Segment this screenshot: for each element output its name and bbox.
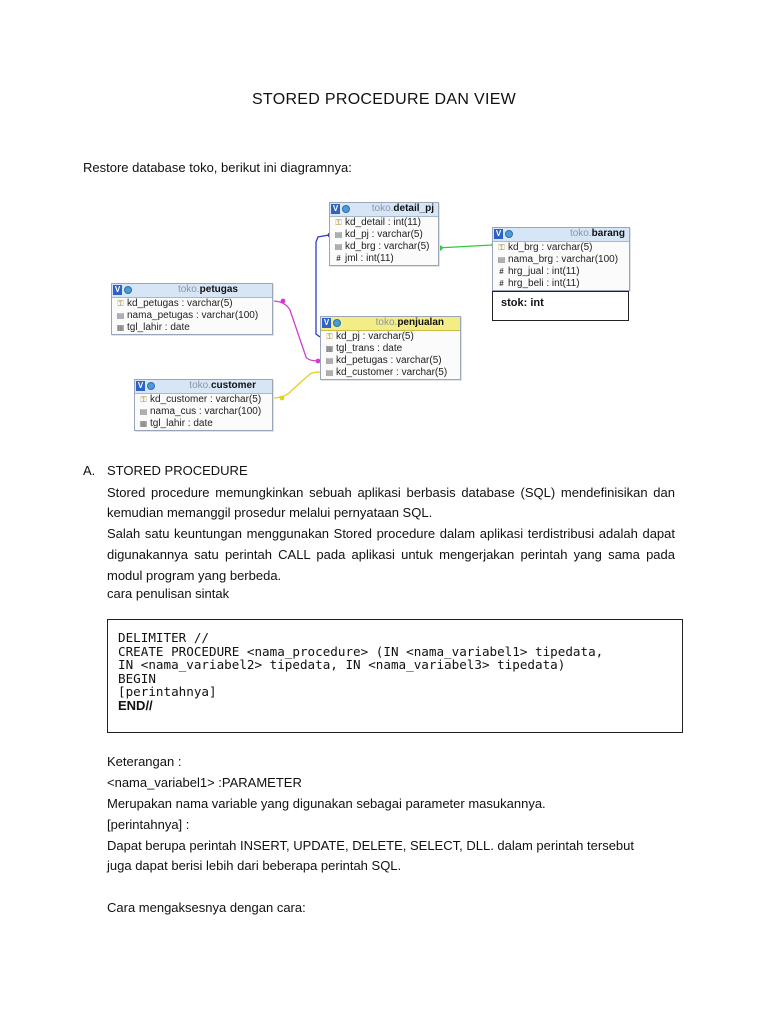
column-row: # jml : int(11) (330, 253, 438, 265)
table-petugas (111, 283, 273, 335)
table-icon: V (114, 285, 121, 294)
key-icon: ⚿ (498, 243, 505, 252)
keterangan-cmd-label: [perintahnya] : (107, 817, 190, 832)
field-icon: ▤ (325, 368, 334, 377)
relation-detail-barang (437, 245, 492, 248)
code-line: [perintahnya] (118, 684, 217, 699)
key-icon: ⚿ (326, 332, 333, 341)
column-row: ▤ kd_petugas : varchar(5) (325, 355, 442, 366)
field-icon: ▤ (497, 255, 506, 264)
stok-note-box: stok: int (492, 291, 629, 321)
db-prefix: toko. (177, 284, 200, 295)
db-prefix: toko. (371, 203, 394, 214)
table-header (330, 203, 438, 217)
table-name: detail_pj (393, 203, 434, 214)
relation-petugas-penjualan (272, 301, 320, 361)
code-line: END// (118, 697, 153, 713)
table-detail-pj (329, 202, 439, 266)
section-a-para1: Stored procedure memungkinkan sebuah aplikasi berbasis database (SQL) mendefinisikan dan kemudian memanggil prosedur melalui pernyataan SQL. (107, 485, 675, 520)
number-icon: # (499, 279, 504, 288)
table-header (112, 284, 272, 298)
table-name: penjualan (397, 317, 444, 328)
field-icon: ▤ (139, 407, 148, 416)
relation-customer-penjualan (272, 372, 320, 398)
table-customer (134, 379, 273, 431)
section-a-heading: STORED PROCEDURE (107, 463, 248, 478)
column-row: # hrg_jual : int(11) (493, 266, 629, 278)
column-row: ▤ kd_pj : varchar(5) (334, 229, 423, 240)
number-icon: # (499, 267, 504, 276)
relation-petugas-penjualan-end-a (281, 299, 286, 304)
column-row: ▤ nama_brg : varchar(100) (497, 254, 619, 265)
keterangan-heading: Keterangan : (107, 754, 182, 769)
key-icon: ⚿ (117, 299, 124, 308)
code-line: DELIMITER // (118, 630, 209, 645)
gear-icon (124, 286, 132, 294)
column-row: ⚿ kd_customer : varchar(5) (140, 394, 262, 405)
keterangan-var-label: <nama_variabel1> :PARAMETER (107, 775, 302, 790)
section-a-para3: cara penulisan sintak (107, 586, 230, 601)
gear-icon (147, 382, 155, 390)
table-name: barang (591, 228, 625, 239)
page-title: STORED PROCEDURE DAN VIEW (251, 91, 517, 108)
db-prefix: toko. (569, 228, 592, 239)
table-header (135, 380, 272, 394)
table-icon: V (137, 381, 144, 390)
column-row: ⚿ kd_petugas : varchar(5) (117, 298, 233, 309)
table-barang (492, 227, 630, 291)
column-row: ▤ nama_petugas : varchar(100) (116, 310, 259, 321)
code-line: BEGIN (118, 670, 156, 686)
column-row: ▦ tgl_trans : date (325, 343, 403, 354)
relation-customer-penjualan-end (280, 396, 285, 401)
gear-icon (333, 319, 341, 327)
calendar-icon: ▦ (325, 344, 334, 353)
column-row: ▦ tgl_lahir : date (116, 322, 190, 333)
gear-icon (505, 230, 513, 238)
intro-text: Restore database toko, berikut ini diagramnya: (83, 160, 352, 175)
syntax-code-box (107, 619, 683, 733)
column-row: ⚿ kd_brg : varchar(5) (498, 242, 593, 253)
table-icon: V (323, 318, 330, 327)
calendar-icon: ▦ (139, 419, 148, 428)
db-prefix: toko. (375, 317, 398, 328)
section-a-marker: A. (83, 463, 96, 478)
keterangan-cmd-desc1: Dapat berupa perintah INSERT, UPDATE, DELETE, SELECT, DLL. dalam perintah tersebut (107, 838, 634, 853)
table-name: petugas (199, 284, 238, 295)
table-icon: V (495, 229, 502, 238)
calendar-icon: ▦ (116, 323, 125, 332)
column-row: # hrg_beli : int(11) (493, 278, 629, 290)
field-icon: ▤ (325, 356, 334, 365)
field-icon: ▤ (116, 311, 125, 320)
field-icon: ▤ (334, 242, 343, 251)
keterangan-cmd-desc2: juga dapat berisi lebih dari beberapa perintah SQL. (107, 858, 402, 873)
column-row: ⚿ kd_detail : int(11) (335, 217, 421, 228)
column-row: ▤ kd_brg : varchar(5) (334, 241, 430, 252)
table-penjualan (320, 316, 461, 380)
table-icon: V (332, 204, 339, 213)
keterangan-var-desc: Merupakan nama variable yang digunakan sebagai parameter masukannya. (107, 796, 546, 811)
column-row: ▦ tgl_lahir : date (139, 418, 213, 429)
key-icon: ⚿ (335, 218, 342, 227)
table-header (321, 317, 460, 331)
access-text: Cara mengaksesnya dengan cara: (107, 900, 306, 915)
key-icon: ⚿ (140, 395, 147, 404)
column-row: ⚿ kd_pj : varchar(5) (326, 331, 414, 342)
code-line: CREATE PROCEDURE <nama_procedure> (IN <nama_variabel1> tipedata, (118, 643, 604, 659)
column-row: ▤ kd_customer : varchar(5) (325, 367, 448, 378)
column-row: ▤ nama_cus : varchar(100) (139, 406, 262, 417)
db-prefix: toko. (189, 380, 211, 391)
gear-icon (342, 205, 350, 213)
number-icon: # (336, 254, 341, 263)
table-name: customer (210, 380, 256, 391)
field-icon: ▤ (334, 230, 343, 239)
code-line: IN <nama_variabel2> tipedata, IN <nama_variabel3> tipedata) (118, 657, 566, 672)
section-a-para2: Salah satu keuntungan menggunakan Stored procedure dalam aplikasi terdistribusi adalah dapat digunakannya satu perintah CALL pada aplikasi untuk mengerjakan perintah yang sama pada modul program yang berbeda. (107, 526, 675, 583)
table-header (493, 228, 629, 242)
